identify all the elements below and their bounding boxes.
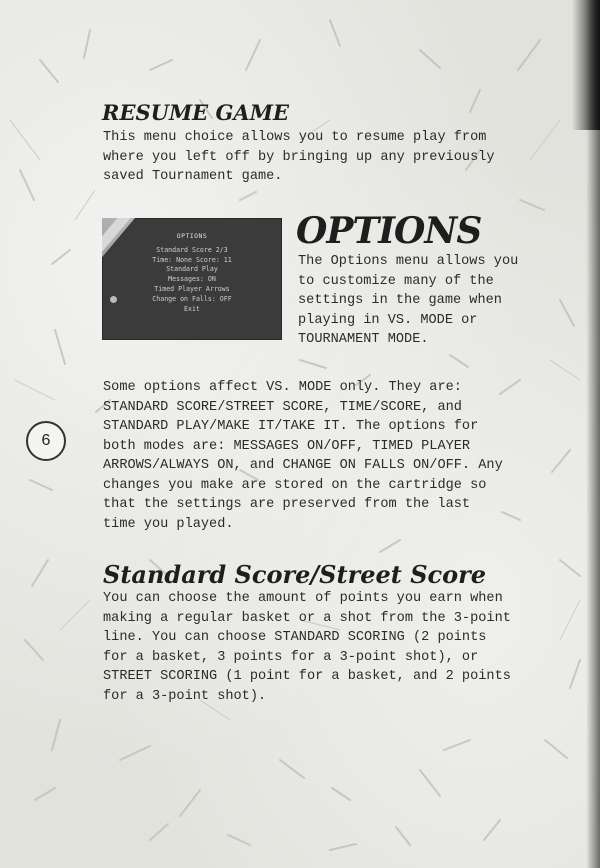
page-number: 6 <box>26 421 66 461</box>
screenshot-menu-item: Timed Player Arrows <box>154 284 230 293</box>
vs-mode-text: Some options affect VS. MODE only. They are: STANDARD SCORE/STREET SCORE, TIME/SCORE, and STANDARD PLAY/MAKE IT/TAKE IT. The options for both modes are: MESSAGES ON/OFF, TIMED PLAYER ARROWS/ALWAYS ON, and CHANGE ON FALLS ON/OFF. Any changes you make are stored on the cartridge so that the settings are preserved from the last time you played. <box>103 380 503 532</box>
page-edge-shadow <box>586 0 600 868</box>
screenshot-menu <box>102 232 282 314</box>
resume-game-text: This menu choice allows you to resume play from where you left off by bringing up any previously saved Tournament game. <box>103 130 495 184</box>
resume-game-heading: RESUME GAME <box>102 100 289 125</box>
standard-score-heading: Standard Score/Street Score <box>103 560 487 589</box>
standard-score-text: You can choose the amount of points you earn when making a regular basket or a shot from the 3-point line. You can choose STANDARD SCORING (2 points for a basket, 3 points for a 3-point shot), or STREET SCORING (1 point for a basket, and 2 points for a 3-point shot). <box>103 591 511 704</box>
options-heading: OPTIONS <box>296 210 482 252</box>
screenshot-menu-item: Time: None Score: 11 <box>152 255 232 264</box>
options-text: The Options menu allows you to customize many of the settings in the game when playing in VS. MODE or TOURNAMENT MODE. <box>298 254 519 347</box>
screenshot-menu-title: OPTIONS <box>176 232 208 240</box>
screenshot-menu-item: Exit <box>184 304 200 313</box>
basketball-cursor-icon <box>110 296 117 303</box>
screenshot-menu-item: Change on Falls: OFF <box>152 294 232 303</box>
screenshot-menu-item: Standard Score 2/3 <box>156 245 228 254</box>
options-menu-screenshot <box>102 218 282 340</box>
screenshot-menu-item: Standard Play <box>166 265 218 274</box>
screenshot-menu-item: Messages: ON <box>168 275 216 284</box>
page-corner-shadow <box>572 0 600 130</box>
